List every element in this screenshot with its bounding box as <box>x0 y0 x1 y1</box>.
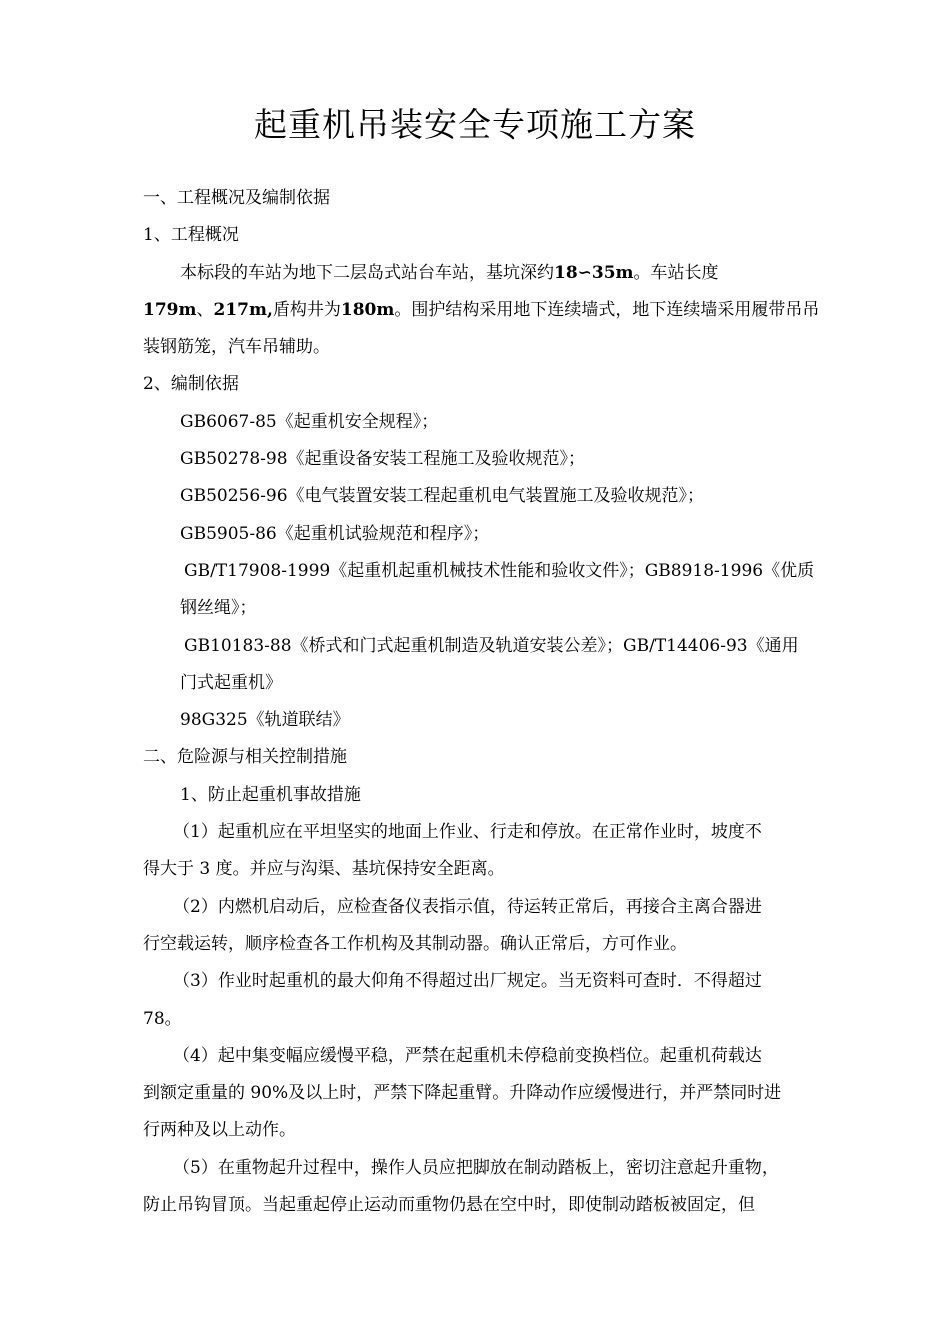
measure-line: 到额定重量的 90%及以上时，严禁下降起重臂。升降动作应缓慢进行，并严禁同时进 <box>143 1083 782 1104</box>
reference-item: 门式起重机》 <box>180 672 282 693</box>
section-heading: 二、危险源与相关控制措施 <box>143 747 347 768</box>
text-span: 。围护结构采用地下连续墙式，地下连续墙采用履带吊吊 <box>394 299 820 320</box>
measure-line: （1）起重机应在平坦坚实的地面上作业、行走和停放。在正常作业时，坡度不 <box>173 822 762 843</box>
measure-line: （3）作业时起重机的最大仰角不得超过出厂规定。当无资料可查时．不得超过 <box>173 971 762 992</box>
section-heading: 一、工程概况及编制依据 <box>143 188 330 208</box>
reference-item: GB50256-96《电气装置安装工程起重机电气装置施工及验收规范》； <box>180 486 705 507</box>
paragraph-line <box>143 255 846 292</box>
paragraph-line <box>143 292 846 329</box>
text-span: 217m, <box>213 299 273 320</box>
text-span: 179m <box>143 299 197 320</box>
reference-item: GB6067-85《起重机安全规程》； <box>180 411 439 432</box>
document-body <box>143 180 846 1224</box>
reference-item: GB/T17908-1999《起重机起重机械技术性能和验收文件》；GB8918-1996《优质 <box>184 560 815 581</box>
text-span: 18∽35m <box>554 262 634 283</box>
reference-item: GB5905-86《起重机试验规范和程序》； <box>180 523 490 544</box>
measure-line: （5）在重物起升过程中，操作人员应把脚放在制动踏板上，密切注意起升重物， <box>173 1157 779 1178</box>
document-title: 起重机吊装安全专项施工方案 <box>254 105 696 144</box>
measure-line: 防止吊钩冒顶。当起重起停止运动而重物仍悬在空中时，即使制动踏板被固定，但 <box>143 1195 755 1216</box>
text-span: 180m <box>340 299 395 320</box>
subsection-heading: 2、编制依据 <box>143 374 239 395</box>
measure-line: 得大于 3 度。并应与沟渠、基坑保持安全距离。 <box>143 859 505 880</box>
measure-line: （4）起中集变幅应缓慢平稳，严禁在起重机未停稳前变换档位。起重机荷载达 <box>173 1045 762 1066</box>
paragraph-line: 装钢筋笼，汽车吊辅助。 <box>143 337 330 358</box>
measure-line: （2）内燃机启动后，应检查备仪表指示值，待运转正常后，再接合主离合器进 <box>173 896 762 917</box>
text-span: 、 <box>196 299 214 320</box>
text-span: 本标段的车站为地下二层岛式站台车站，基坑深约 <box>180 262 554 283</box>
subsection-heading: 1、工程概况 <box>143 225 239 246</box>
reference-item: 钢丝绳》； <box>180 598 257 619</box>
subsection-heading: 1、防止起重机事故措施 <box>180 784 361 805</box>
reference-item: GB10183-88《桥式和门式起重机制造及轨道安装公差》；GB/T14406-93《通用 <box>184 635 799 656</box>
measure-line: 78。 <box>143 1008 182 1029</box>
reference-item: GB50278-98《起重设备安装工程施工及验收规范》； <box>180 449 586 470</box>
measure-line: 行两种及以上动作。 <box>143 1120 296 1141</box>
text-span: 。车站长度 <box>633 262 719 283</box>
measure-line: 行空载运转，顺序检查各工作机构及其制动器。确认正常后，方可作业。 <box>143 933 687 954</box>
text-span: 盾构井为 <box>272 299 341 320</box>
reference-item: 98G325《轨道联结》 <box>180 710 350 731</box>
